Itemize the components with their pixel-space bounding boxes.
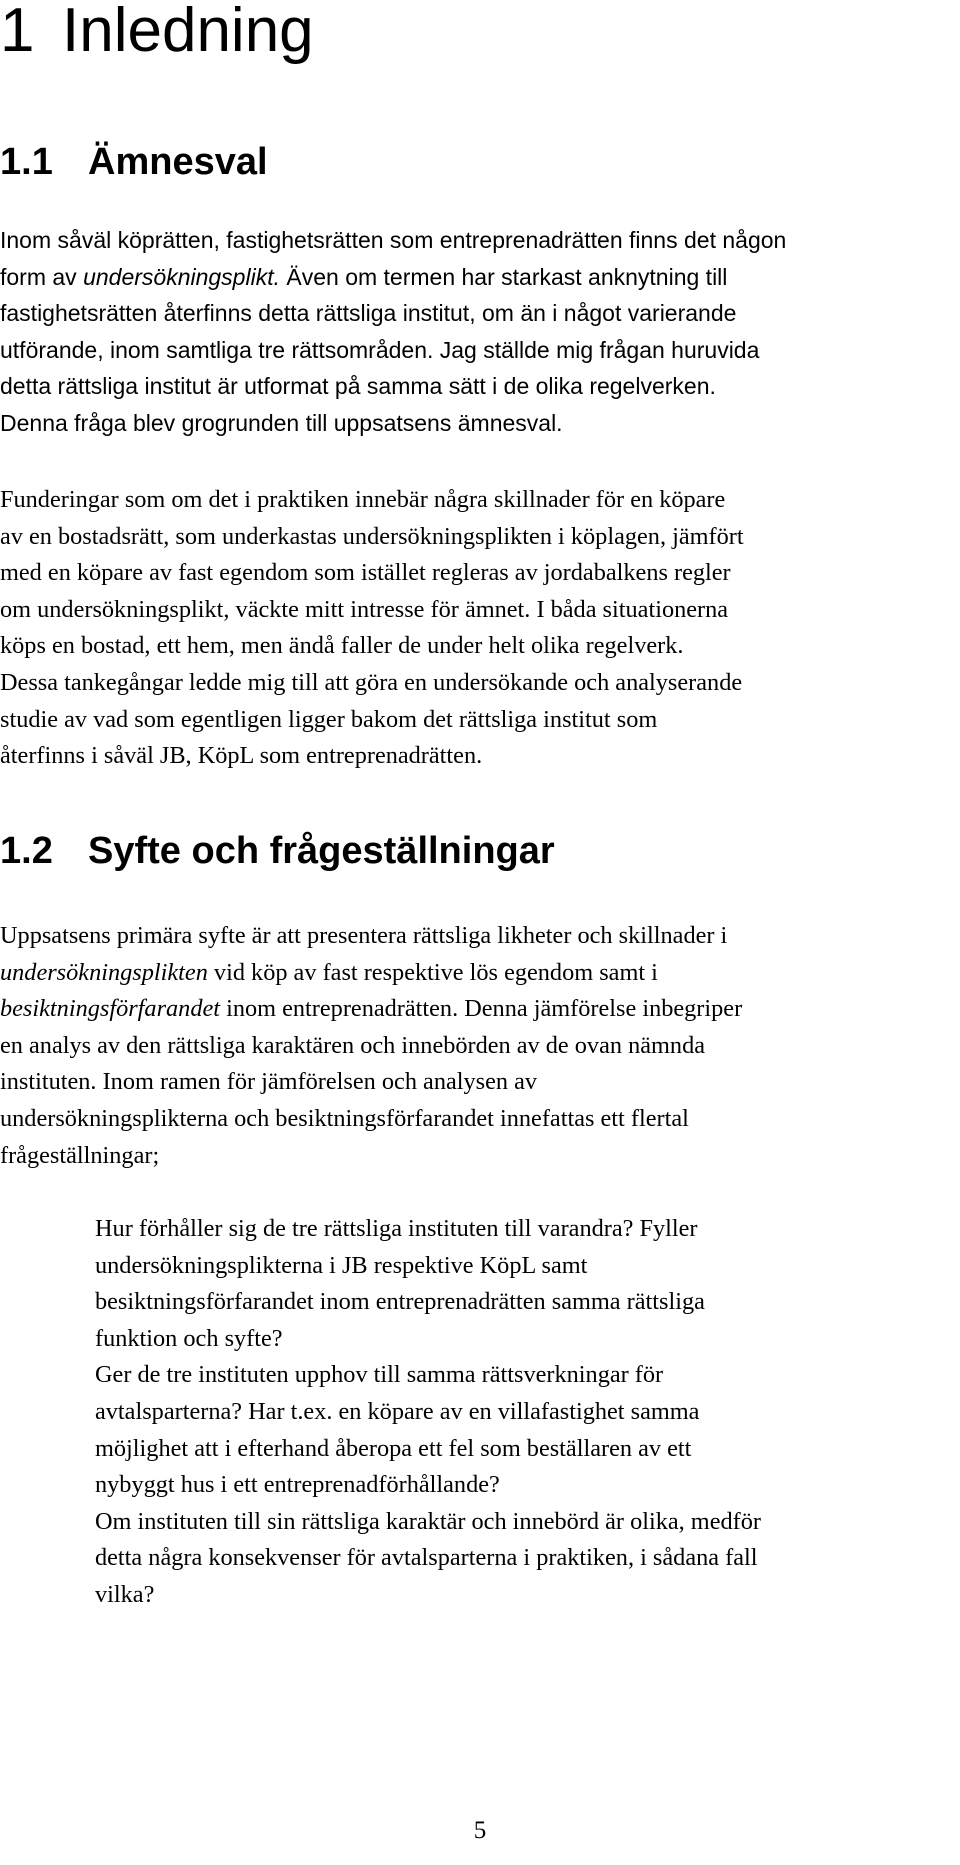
section-number: 1.2 bbox=[0, 830, 53, 872]
section-heading-amnesval bbox=[0, 140, 268, 184]
section-title: Syfte och frågeställningar bbox=[88, 830, 555, 872]
italic-term-undersokningsplikten: undersökningsplikten bbox=[0, 958, 208, 986]
chapter-number: 1 bbox=[0, 0, 35, 65]
page-number bbox=[0, 1816, 960, 1846]
paragraph-text: inom entreprenadrätten. Denna jämförelse inbegriper en analys av den rättsliga karaktären och innebörden av de ovan nämnda instituten. Inom ramen för jämförelsen och analysen av undersökningsplikterna och besiktningsförfarandet innefattas ett flertal frågeställningar; bbox=[0, 995, 743, 1169]
paragraph-text: Inom såväl köprätten, fastighetsrätten som entreprenadrätten finns det någon form av bbox=[0, 227, 787, 290]
research-question: Hur förhåller sig de tre rättsliga instituten till varandra? Fyller undersökningsplikterna i JB respektive KöpL samt besiktningsförfarandet inom entreprenadrätten samma rättsliga funktion och syfte? bbox=[95, 1215, 705, 1352]
research-questions bbox=[95, 1211, 955, 1614]
chapter-heading bbox=[0, 0, 314, 65]
chapter-title: Inledning bbox=[62, 0, 314, 65]
paragraph-amnesval-intro bbox=[0, 222, 960, 442]
italic-period: . bbox=[273, 263, 280, 290]
italic-term-besiktningsforfarandet: besiktningsförfarandet bbox=[0, 995, 221, 1023]
research-question: Om instituten till sin rättsliga karaktär och innebörd är olika, medför detta några konsekvenser för avtalsparterna i praktiken, i sådana fall vilka? bbox=[95, 1507, 761, 1608]
research-question: Ger de tre instituten upphov till samma rättsverkningar för avtalsparterna? Har t.ex. en köpare av en villafastighet samma möjlighet att i efterhand åberopa ett fel som beställaren av ett nybyggt hus i ett entreprenadförhållande? bbox=[95, 1361, 700, 1499]
page-number-value: 5 bbox=[473, 1817, 487, 1844]
paragraph-text-rest: Även om termen har starkast anknytning till fastighetsrätten återfinns detta rättsliga institut, om än i något varierande utförande, inom samtliga tre rättsområden. Jag ställde mig frågan huruvida detta rättsliga institut är utformat på samma sätt i de olika regelverken. Denna fråga blev grogrunden till uppsatsens ämnesval. bbox=[0, 263, 760, 436]
section-number: 1.1 bbox=[0, 141, 53, 183]
paragraph-syfte bbox=[0, 918, 960, 1174]
paragraph-funderingar: Funderingar som om det i praktiken innebär några skillnader för en köpare av en bostadsrätt, som underkastas undersökningsplikten i köplagen, jämfört med en köpare av fast egendom som istället regleras av jordabalkens regler om undersökningsplikt, väckte mitt intresse för ämnet. I båda situationerna köps en bostad, ett hem, men ändå faller de under helt olika regelverk. Dessa tankegångar ledde mig till att göra en undersökande och analyserande studie av vad som egentligen ligger bakom det rättsliga institut som återfinns i såväl JB, KöpL som entreprenadrätten. bbox=[0, 486, 744, 770]
paragraph-text: vid köp av fast respektive lös egendom samt i bbox=[213, 958, 658, 986]
section-heading-syfte bbox=[0, 829, 555, 873]
paragraph-text: Uppsatsens primära syfte är att presentera rättsliga likheter och skillnader i bbox=[0, 922, 728, 949]
italic-term-undersokningsplikt: undersökningsplikt bbox=[83, 263, 274, 290]
section-title: Ämnesval bbox=[88, 141, 268, 183]
